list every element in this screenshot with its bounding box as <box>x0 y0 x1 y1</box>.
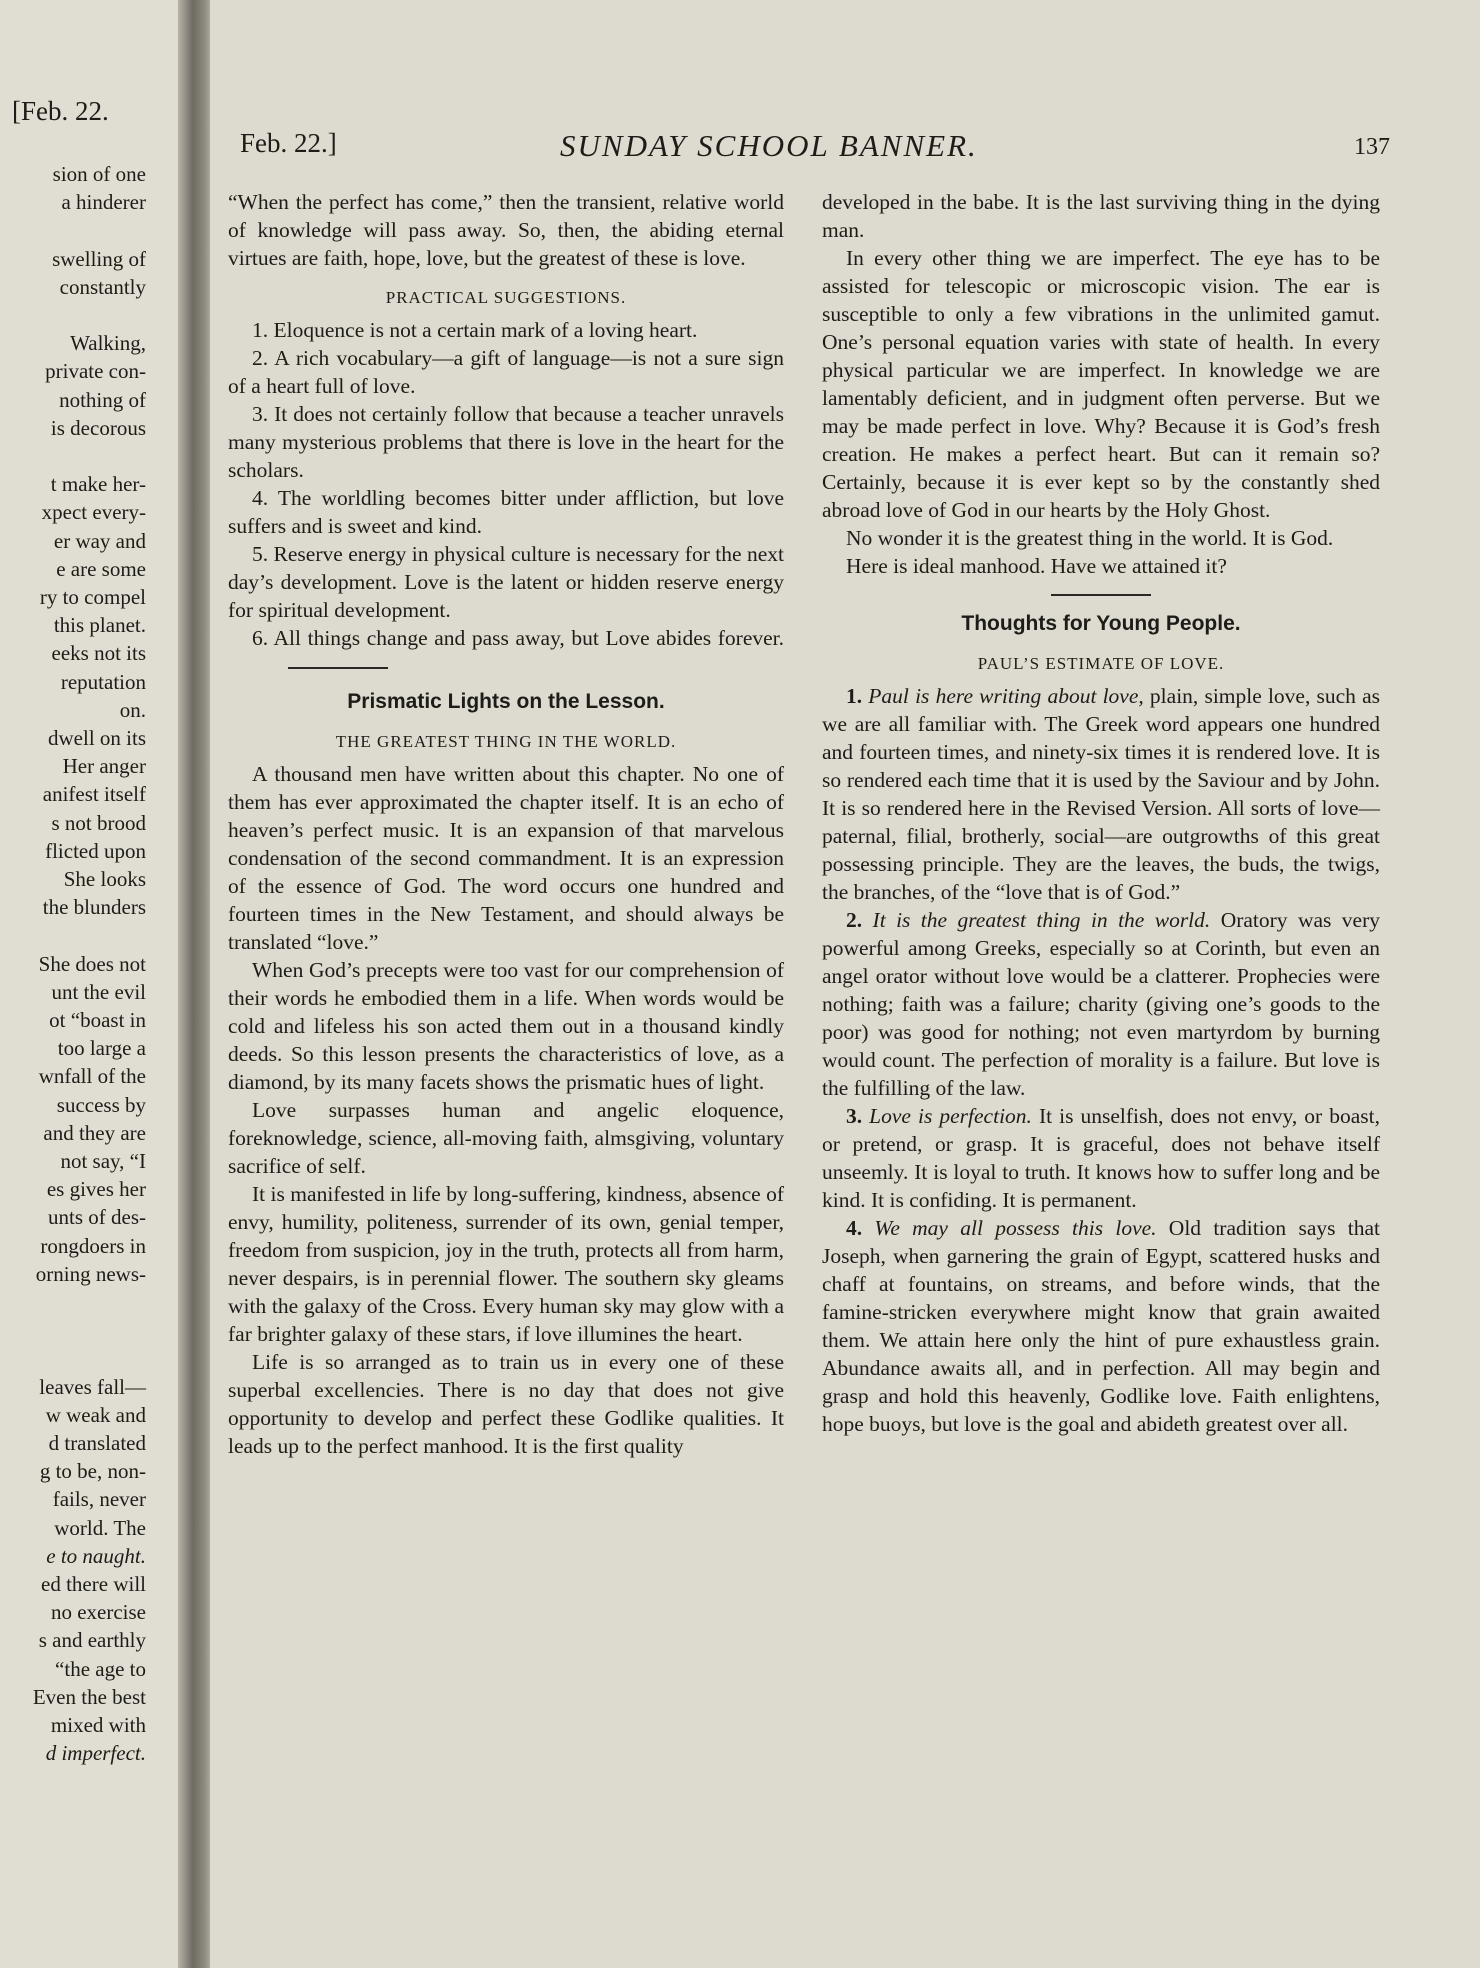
left-page-line: flicted upon <box>45 838 146 863</box>
right-column <box>822 188 1380 1438</box>
prismatic-paragraph-2: When God’s precepts were too vast for our comprehension of their words he embodied them in a life. When words would be cold and lifeless his son acted them out in a thousand kindly deeds. So this lesson presents the characteristics of love, as a diamond, by its many facets shows the prismatic hues of light. <box>228 958 784 1094</box>
left-page-line: world. The <box>54 1515 146 1540</box>
left-page-line: Even the best <box>32 1684 146 1709</box>
practical-suggestions-heading: PRACTICAL SUGGESTIONS. <box>385 288 627 307</box>
point-text: Oratory was very powerful among Greeks, especially so at Corinth, but even an angel orator without love would be a clatterer. Prophecies were nothing; faith was a failure; charity (giving one’s goods to the poor) was good for nothing; not even martyrdom by burning would count. The perfection of morality is a failure. But love is the fulfilling of the law. <box>822 908 1380 1100</box>
suggestion-6 <box>228 624 784 680</box>
left-page-line: s and earthly <box>38 1628 146 1653</box>
prismatic-paragraph-5: Life is so arranged as to train us in every one of these superbal excellencies. There is no day that does not give opportunity to develop and perfect these Godlike qualities. It leads up to the perfect manhood. It is the first quality <box>228 1350 784 1458</box>
left-page-line: w weak and <box>45 1402 146 1427</box>
left-page-line: She looks <box>63 867 146 891</box>
left-page-line: “the age to <box>55 1656 146 1681</box>
prismatic-paragraph-3: Love surpasses human and angelic eloquence, foreknowledge, science, all-moving faith, almsgiving, voluntary sacrifice of self. <box>228 1098 784 1178</box>
thought-point-2 <box>822 906 1380 1102</box>
left-page-line: Her anger <box>62 754 146 779</box>
left-page-line: e are some <box>56 556 146 581</box>
point-text: Old tradition says that Joseph, when garnering the grain of Egypt, scattered husks and chaff at fountains, on streams, and before winds, that the famine-stricken everywhere might know that grain awaited them. We attain here only the hint of pure exhaustless grain. Abundance awaits all, and in perfection. All may begin and grasp and hold this heavenly, Godlike love. Faith enlightens, hope buoys, but love is the goal and abideth greatest over all. <box>822 1216 1380 1436</box>
section-rule <box>288 667 388 669</box>
left-page-line: orning news- <box>35 1261 146 1286</box>
left-page-line: mixed with <box>50 1713 146 1737</box>
left-page-line: ed there will <box>41 1572 146 1596</box>
prismatic-lights-subtitle: THE GREATEST THING IN THE WORLD. <box>335 732 677 751</box>
left-page-line: a hinderer <box>61 190 146 215</box>
page-number: 137 <box>1354 134 1390 160</box>
suggestion-1: 1. Eloquence is not a certain mark of a loving heart. <box>252 318 698 342</box>
left-page-line: wnfall of the <box>38 1064 146 1089</box>
left-page-line: dwell on its <box>48 726 146 750</box>
left-page-line: ry to compel <box>39 585 146 609</box>
left-page-line: swelling of <box>52 246 146 271</box>
continued-paragraph: developed in the babe. It is the last surviving thing in the dying man. <box>822 190 1380 242</box>
left-page-line: sion of one <box>52 162 146 186</box>
left-page-line: and they are <box>43 1120 146 1145</box>
point-text: plain, simple love, such as we are all familiar with. The Greek word appears one hundred and fourteen times, and ninety-six times it is rendered love. It is so rendered each time that it is used by the Saviour and by John. It is so rendered here in the Revised Version. All sorts of love—paternal, filial, brotherly, social—are outgrowths of this great possessing principle. They are the leaves, the buds, the twigs, the branches, of the “love that is of God.” <box>822 684 1381 904</box>
left-page-line: xpect every- <box>41 500 146 525</box>
left-page-line: d imperfect. <box>45 1741 146 1766</box>
point-number: 2. <box>846 908 863 932</box>
left-page-line: ot “boast in <box>49 1008 146 1032</box>
left-page-line: e to naught. <box>46 1543 146 1568</box>
left-page-line: the blunders <box>42 895 146 920</box>
section-rule <box>1051 594 1151 596</box>
left-page-line: private con- <box>45 359 146 384</box>
left-page-line: too large a <box>57 1036 146 1061</box>
left-page-line: no exercise <box>50 1600 146 1625</box>
left-page-line: g to be, non- <box>39 1459 146 1484</box>
running-header <box>240 128 1390 168</box>
left-page-line: nothing of <box>59 387 146 412</box>
point-lead: Love is perfection. <box>869 1104 1032 1128</box>
prismatic-lights-title: Prismatic Lights on the Lesson. <box>347 690 665 713</box>
greatest-thing-paragraph: No wonder it is the greatest thing in the world. It is God. <box>846 526 1334 550</box>
thoughts-subtitle: PAUL’S ESTIMATE OF LOVE. <box>977 654 1225 673</box>
point-text: It is unselfish, does not envy, or boast, or pretend, or grasp. It is graceful, does not behave itself unseemly. It is loyal to truth. It knows how to suffer long and be kind. It is confiding. It is permanent. <box>822 1104 1380 1212</box>
left-page-header: [Feb. 22. <box>12 96 109 126</box>
left-page-line: She does not <box>38 951 146 976</box>
thoughts-title: Thoughts for Young People. <box>961 612 1241 635</box>
imperfect-paragraph: In every other thing we are imperfect. The eye has to be assisted for telescopic or microscopic vision. The ear is susceptible to only a few vibrations in the unlimited gamut. One’s personal equation varies with state of health. In every physical particular we are imperfect. In knowledge we are lamentably deficient, and in judgment often perverse. But we may be made perfect in love. Why? Because it is God’s fresh creation. He makes a perfect heart. But can it remain so? Certainly, because it is ever kept so by the constantly shed abroad love of God in our hearts by the Holy Ghost. <box>822 246 1380 522</box>
header-date: Feb. 22.] <box>240 128 337 158</box>
suggestion-6-text: 6. All things change and pass away, but Love abides forever. <box>252 626 784 650</box>
left-page-line: s not brood <box>51 810 146 835</box>
suggestion-5: 5. Reserve energy in physical culture is necessary for the next day’s development. Love is the latent or hidden reserve energy for spiritual development. <box>228 542 784 622</box>
left-page-line: rongdoers in <box>40 1233 146 1258</box>
point-number: 1. <box>846 684 863 708</box>
left-page-line: anifest itself <box>42 782 146 807</box>
left-page-line: unt the evil <box>51 979 146 1004</box>
thought-point-1 <box>822 682 1380 906</box>
left-page-line: eeks not its <box>51 641 146 666</box>
left-page-line: es gives her <box>46 1177 146 1202</box>
suggestion-4: 4. The worldling becomes bitter under affliction, but love suffers and is sweet and kind. <box>228 486 784 538</box>
left-page-line: this planet. <box>53 613 146 638</box>
point-number: 3. <box>846 1104 863 1128</box>
left-page-line: Walking, <box>70 331 146 356</box>
suggestion-2: 2. A rich vocabulary—a gift of language—is not a sure sign of a heart full of love. <box>228 346 784 398</box>
left-page-line: er way and <box>53 528 146 553</box>
left-page-line: t make her- <box>50 472 146 497</box>
left-page-line: constantly <box>59 274 146 299</box>
suggestion-3: 3. It does not certainly follow that because a teacher unravels many mysterious problems that there is love in the heart for the scholars. <box>228 402 784 482</box>
left-page-line: on. <box>119 697 146 722</box>
prismatic-paragraph-1: A thousand men have written about this chapter. No one of them has ever approximated the chapter itself. It is an echo of heaven’s perfect music. It is an expansion of that marvelous condensation of the second commandment. It is an expression of the essence of God. The word occurs one hundred and fourteen times in the New Testament, and should always be translated “love.” <box>228 762 784 954</box>
thought-point-3 <box>822 1102 1380 1214</box>
left-page-line: success by <box>56 1092 146 1117</box>
point-lead: We may all possess this love. <box>874 1216 1157 1240</box>
left-page-fragment <box>0 0 190 1968</box>
ideal-manhood-paragraph: Here is ideal manhood. Have we attained it? <box>846 554 1227 578</box>
left-page-line: reputation <box>60 669 146 694</box>
intro-paragraph: “When the perfect has come,” then the transient, relative world of knowledge will pass away. So, then, the abiding eternal virtues are faith, hope, love, but the greatest of these is love. <box>228 190 784 270</box>
point-number: 4. <box>846 1216 863 1240</box>
point-lead: Paul is here writing about love, <box>868 684 1144 708</box>
header-title: SUNDAY SCHOOL BANNER. <box>560 128 978 163</box>
prismatic-paragraph-4: It is manifested in life by long-suffering, kindness, absence of envy, humility, politeness, surrender of its own, genial temper, freedom from suspicion, joy in the truth, protects all from harm, never despairs, is in perennial flower. The southern sky gleams with the galaxy of the Cross. Every human sky may glow with a far brighter galaxy of these stars, if love illumines the heart. <box>228 1182 784 1346</box>
left-page-line: leaves fall— <box>39 1374 146 1399</box>
thought-point-4 <box>822 1214 1380 1438</box>
left-page-line: d translated <box>48 1431 146 1455</box>
point-lead: It is the greatest thing in the world. <box>872 908 1211 932</box>
left-page-line: unts of des- <box>48 1205 146 1230</box>
left-column <box>228 188 784 1460</box>
left-page-line: is decorous <box>50 415 146 440</box>
left-page-line: not say, “I <box>60 1149 146 1173</box>
left-page-line: fails, never <box>52 1487 146 1512</box>
